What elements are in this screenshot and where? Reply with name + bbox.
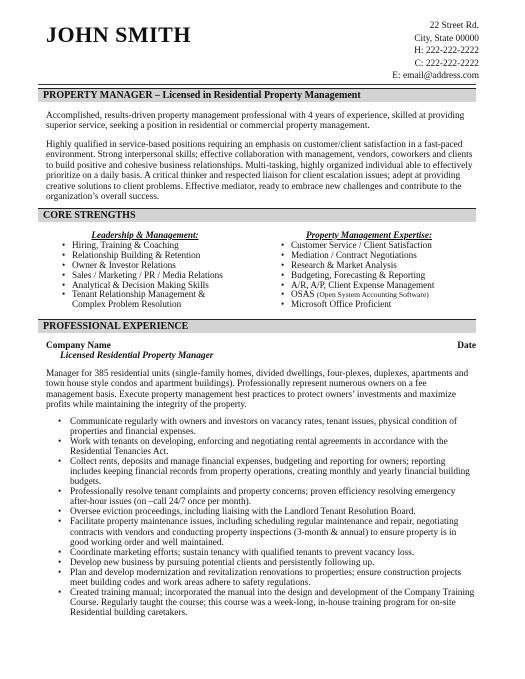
employment-date: Date: [457, 341, 476, 351]
core-strengths-title: CORE STRENGTHS: [43, 210, 136, 221]
leadership-list: [60, 241, 260, 310]
list-item: • Microsoft Office Proficient: [279, 300, 479, 310]
list-item: • Collect rents, deposits and manage financial expenses, budgeting and reporting for owners; reporting includes keeping financial records from property operations, creating monthly and yearly financial building budgets.: [56, 457, 476, 487]
list-item: • A/R, A/P, Client Expense Management: [279, 281, 479, 291]
contact-cell-phone: C: 222-222-2222: [414, 58, 479, 69]
summary-paragraph-1: Accomplished, results-driven property management professional with 4 years of experience, skilled at providing superior service, seeking a position in residential or commercial property management.: [46, 111, 465, 132]
headline-text: PROPERTY MANAGER – Licensed in Residential Property Management: [43, 90, 361, 101]
contact-block: [392, 20, 479, 83]
list-item: • Mediation / Contract Negotiations: [279, 251, 479, 261]
expertise-column: [279, 231, 479, 310]
duties-list: [56, 417, 476, 618]
list-item: • Oversee eviction proceedings, including liaising with the Landlord Tenant Resolution Board.: [56, 507, 476, 517]
osas-label: OSAS: [291, 289, 315, 300]
expertise-title: Property Management Expertise:: [305, 230, 433, 240]
leadership-title: Leadership & Management:: [91, 230, 199, 240]
list-item: • Coordinate marketing efforts; sustain tenancy with qualified tenants to prevent vacancy loss.: [56, 548, 476, 558]
expertise-list: [279, 241, 479, 310]
list-item: • Created training manual; incorporated the manual into the design and development of the Company Training Course. Regularly taught the course; this course was a week-long, in-house training program for on-site Residential building caretakers.: [56, 588, 476, 618]
experience-bar: [38, 319, 476, 333]
experience-title: PROFESSIONAL EXPERIENCE: [43, 321, 189, 332]
contact-street: 22 Street Rd.: [429, 21, 479, 31]
list-item: • Facilitate property maintenance issues, including scheduling regular maintenance and repair, negotiating contracts with vendors and conducting property inspections (3-month & annual) to ensure property is in good working order and well maintained.: [56, 517, 476, 547]
headline-bar: [38, 88, 476, 102]
list-item: • Budgeting, Forecasting & Reporting: [279, 271, 479, 281]
job-title: Licensed Residential Property Manager: [60, 351, 214, 361]
core-strengths-bar: [38, 208, 476, 222]
contact-home-phone: H: 222-222-2222: [414, 46, 479, 57]
list-item: • Plan and develop modernization and revitalization renovations to properties; ensure construction projects meet building codes and work areas adhere to safety regulations.: [56, 568, 476, 588]
list-item: • Develop new business by pursuing potential clients and persistently following up.: [56, 558, 476, 568]
leadership-column: [60, 231, 260, 310]
header-divider: [38, 84, 476, 85]
osas-note: (Open System Accounting Software): [316, 290, 429, 300]
list-item: • Communicate regularly with owners and investors on vacancy rates, tenant issues, physical condition of properties and financial expenses.: [56, 417, 476, 437]
list-item: • Research & Market Analysis: [279, 261, 479, 271]
list-item: • Analytical & Decision Making Skills: [60, 281, 260, 291]
contact-city: City, State 00000: [414, 33, 479, 44]
list-item: • Relationship Building & Retention: [60, 251, 260, 261]
list-item: • Hiring, Training & Coaching: [60, 241, 260, 251]
contact-email: E: email@address.com: [392, 71, 479, 82]
summary-paragraph-2: Highly qualified in service-based positions requiring an emphasis on customer/client satisfaction in a fast-paced environment. Strong interpersonal skills; effective collaboration with management, vendors, coworkers and clients to build positive and cohesive business relationships. Multi-tasking, highly organized individual able to effectively prioritize on a daily basis. A critical thinker and respected liaison for client escalation issues; adept at providing creative solutions to client problems. Effective mediator, ready to embrace new challenges and contribute to the organization’s overall success.: [46, 140, 473, 203]
list-item: • Work with tenants on developing, enforcing and negotiating rental agreements in accordance with the Residential Tenancies Act.: [56, 437, 476, 457]
list-item: • Tenant Relationship Management & Complex Problem Resolution: [60, 290, 232, 310]
job-description: Manager for 385 residential units (single-family homes, divided dwellings, four-plexes, duplexes, apartments and town house style condos and apartment buildings). Professionally represent numerous owners on a fee management basis. Execute property management best practices to protect owners’ investments and maximize profits while maintaining the integrity of the property.: [46, 369, 469, 411]
list-item: • Sales / Marketing / PR / Media Relations: [60, 271, 260, 281]
candidate-name: JOHN SMITH: [46, 22, 191, 47]
list-item: • Owner & Investor Relations: [60, 261, 260, 271]
company-name: Company Name: [46, 341, 111, 351]
list-item: • Customer Service / Client Satisfaction: [279, 241, 479, 251]
list-item: • Professionally resolve tenant complaints and property concerns; proven efficiency resolving emergency after-hour issues (on –call 24/7 once per month).: [56, 487, 476, 507]
